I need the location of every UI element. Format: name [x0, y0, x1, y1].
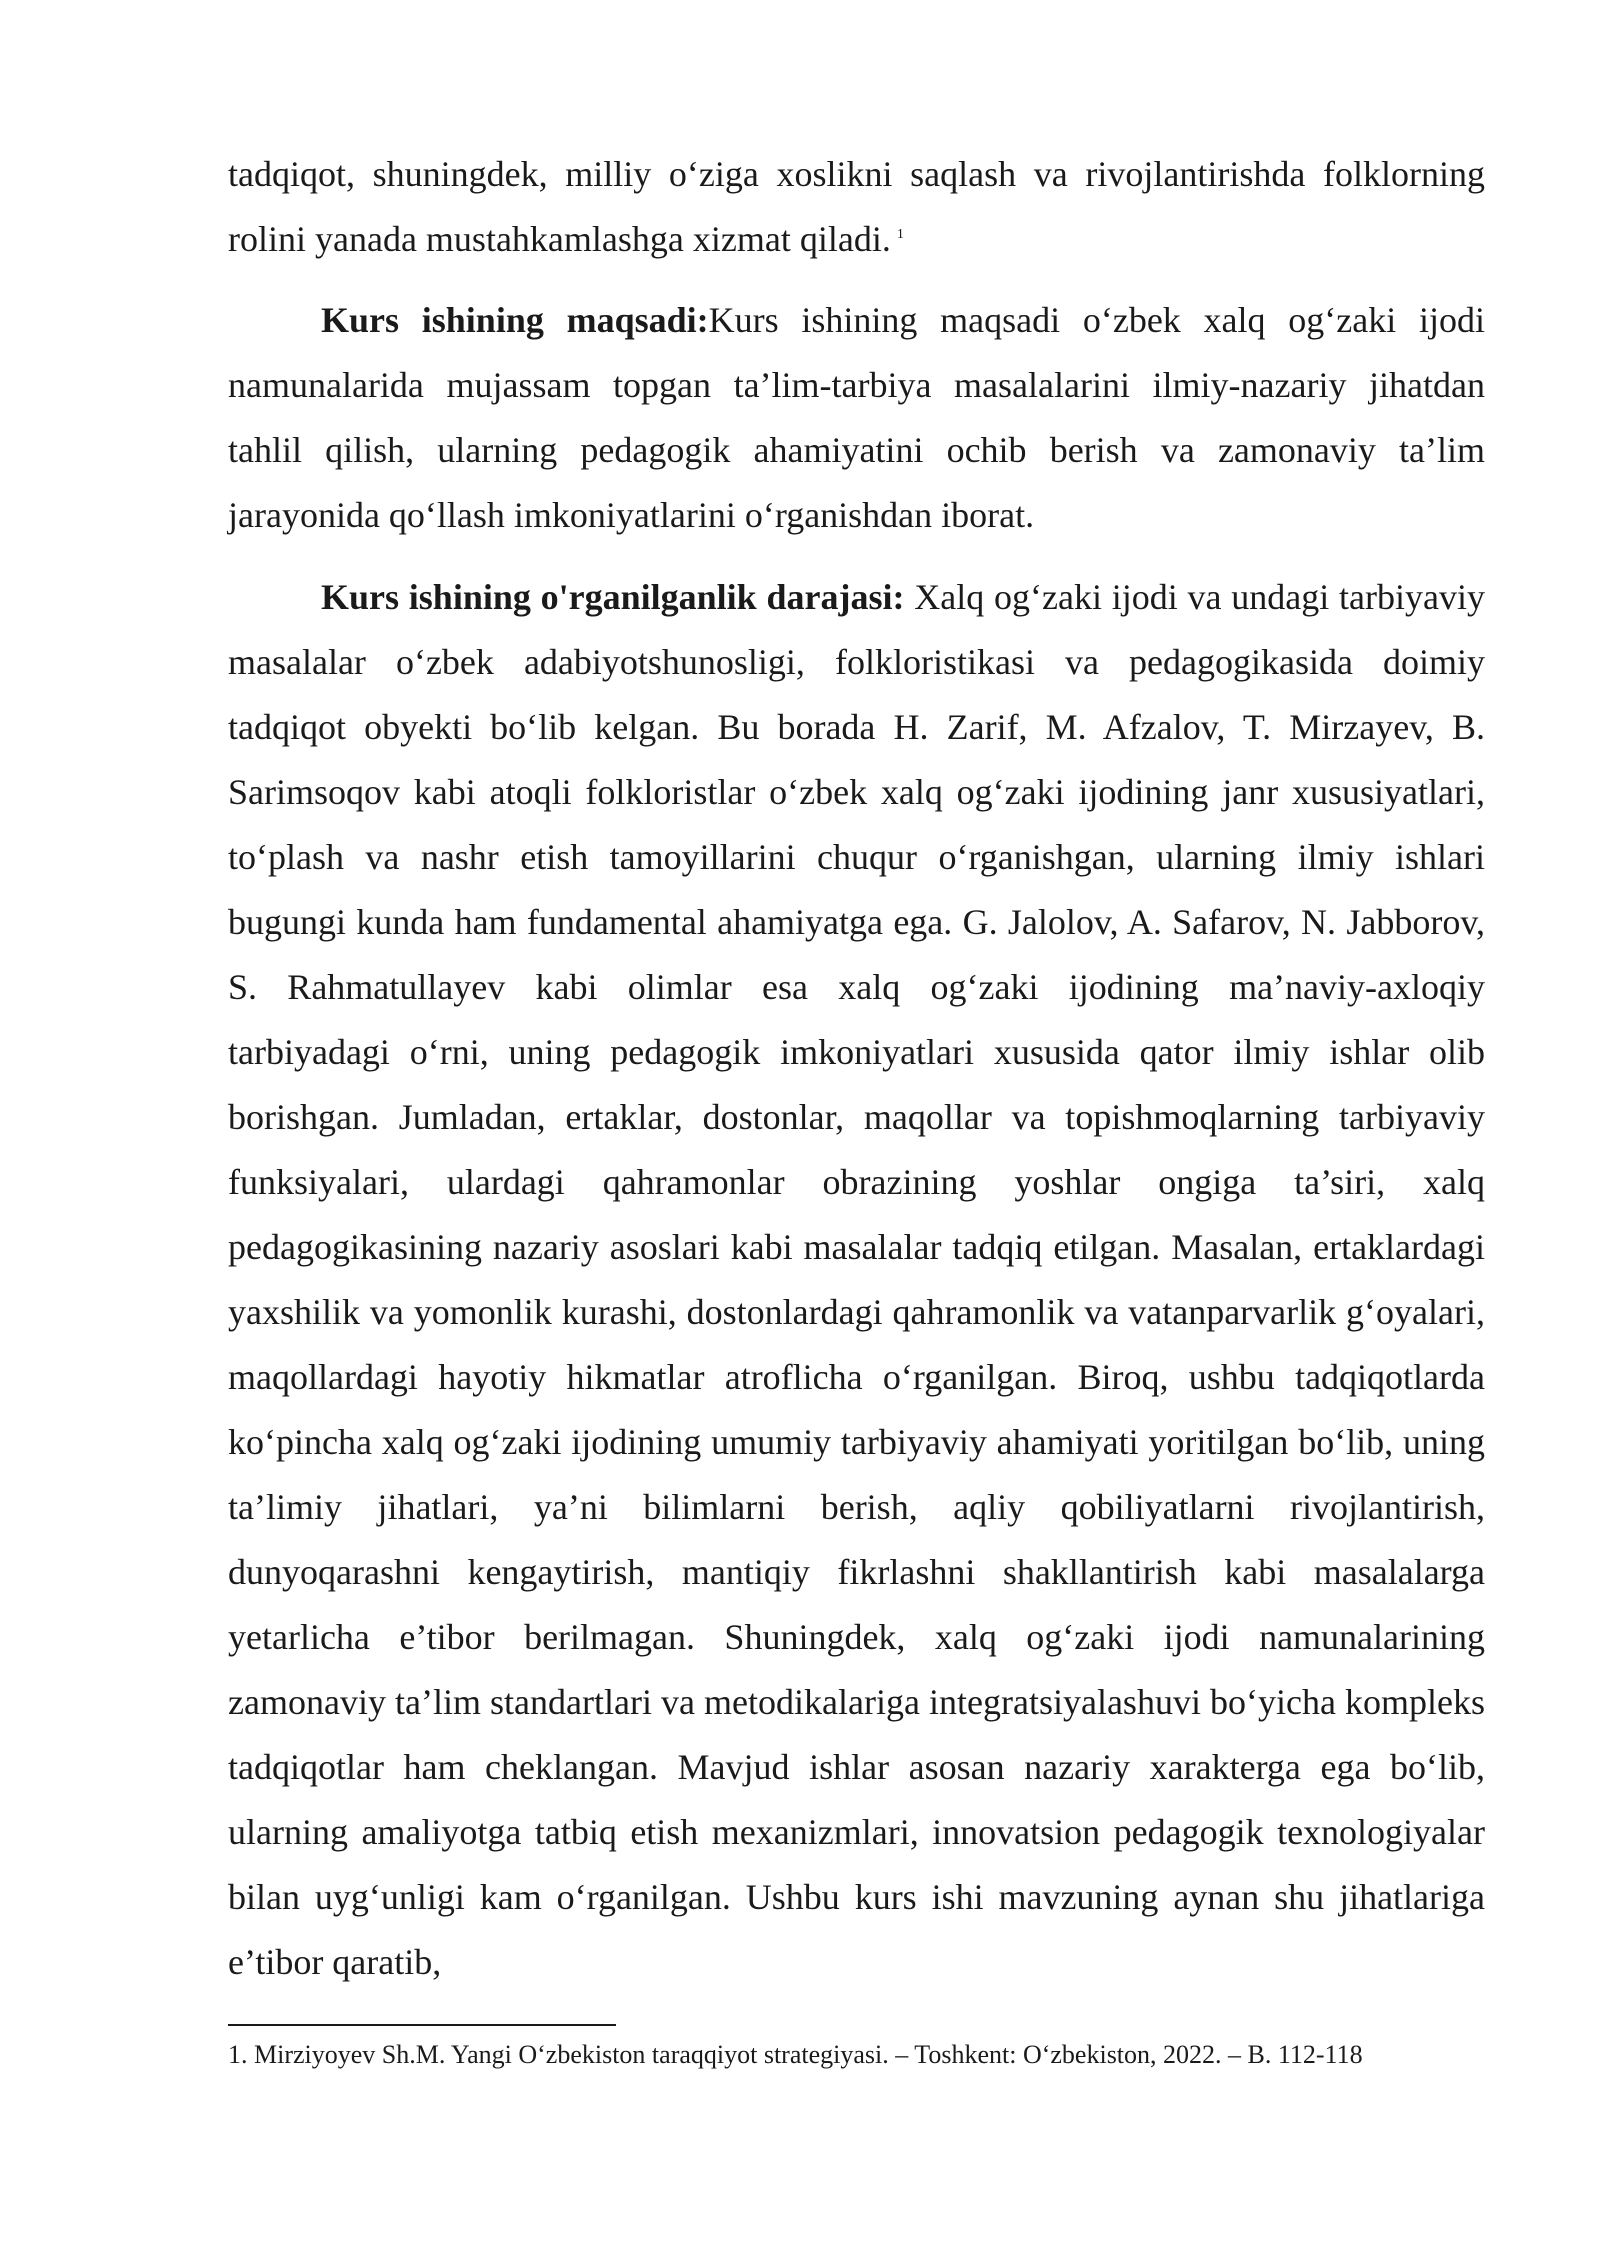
paragraph-goal-heading: Kurs ishining maqsadi: [321, 300, 709, 340]
footnote-reference: 1 [896, 227, 904, 242]
footnote-divider [228, 2024, 616, 2026]
paragraph-literature-heading: Kurs ishining o'rganilganlik darajasi: [321, 577, 905, 617]
paragraph-goal [228, 288, 1485, 548]
footnote: 1. Mirziyoyev Sh.M. Yangi O‘zbekiston taraqqiyot strategiyasi. – Toshkent: O‘zbekiston, 2022. – B. 112-118 [228, 2040, 1363, 2069]
paragraph-intro-text: tadqiqot, shuningdek, milliy o‘ziga xoslikni saqlash va rivojlantirishda folklorning rolini yanada mustahkamlashga xizmat qiladi. [228, 154, 1485, 259]
paragraph-intro [228, 142, 1485, 272]
paragraph-literature-text: Xalq og‘zaki ijodi va undagi tarbiyaviy masalalar o‘zbek adabiyotshunosligi, folkloristikasi va pedagogikasida doimiy tadqiqot obyekti bo‘lib kelgan. Bu borada H. Zarif, M. Afzalov, T. Mirzayev, B. Sarimsoqov kabi atoqli folkloristlar o‘zbek xalq og‘zaki ijodining janr xususiyatlari, to‘plash va nashr etish tamoyillarini chuqur o‘rganishgan, ularning ilmiy ishlari bugungi kunda ham fundamental ahamiyatga ega. G. Jalolov, A. Safarov, N. Jabborov, S. Rahmatullayev kabi olimlar esa xalq og‘zaki ijodining ma’naviy-axloqiy tarbiyadagi o‘rni, uning pedagogik imkoniyatlari xususida qator ilmiy ishlar olib borishgan. Jumladan, ertaklar, dostonlar, maqollar va topishmoqlarning tarbiyaviy funksiyalari, ulardagi qahramonlar obrazining yoshlar ongiga ta’siri, xalq pedagogikasining nazariy asoslari kabi masalalar tadqiq etilgan. Masalan, ertaklardagi yaxshilik va yomonlik kurashi, dostonlardagi qahramonlik va vatanparvarlik g‘oyalari, maqollardagi hayotiy hikmatlar atroflicha o‘rganilgan. Biroq, ushbu tadqiqotlarda ko‘pincha xalq og‘zaki ijodining umumiy tarbiyaviy ahamiyati yoritilgan bo‘lib, uning ta’limiy jihatlari, ya’ni bilimlarni berish, aqliy qobiliyatlarni rivojlantirish, dunyoqarashni kengaytirish, mantiqiy fikrlashni shakllantirish kabi masalalarga yetarlicha e’tibor berilmagan. Shuningdek, xalq og‘zaki ijodi namunalarining zamonaviy ta’lim standartlari va metodikalariga integratsiyalashuvi bo‘yicha kompleks tadqiqotlar ham cheklangan. Mavjud ishlar asosan nazariy xarakterga ega bo‘lib, ularning amaliyotga tatbiq etish mexanizmlari, innovatsion pedagogik texnologiyalar bilan uyg‘unligi kam o‘rganilgan. Ushbu kurs ishi mavzuning aynan shu jihatlariga e’tibor qaratib, [228, 577, 1486, 1982]
paragraph-literature-review [228, 565, 1485, 1995]
paragraph-goal-text: Kurs ishining maqsadi o‘zbek xalq og‘zaki ijodi namunalarida mujassam topgan ta’lim-tarbiya masalalarini ilmiy-nazariy jihatdan tahlil qilish, ularning pedagogik ahamiyatini ochib berish va zamonaviy ta’lim jarayonida qo‘llash imkoniyatlarini o‘rganishdan iborat. [228, 300, 1485, 535]
